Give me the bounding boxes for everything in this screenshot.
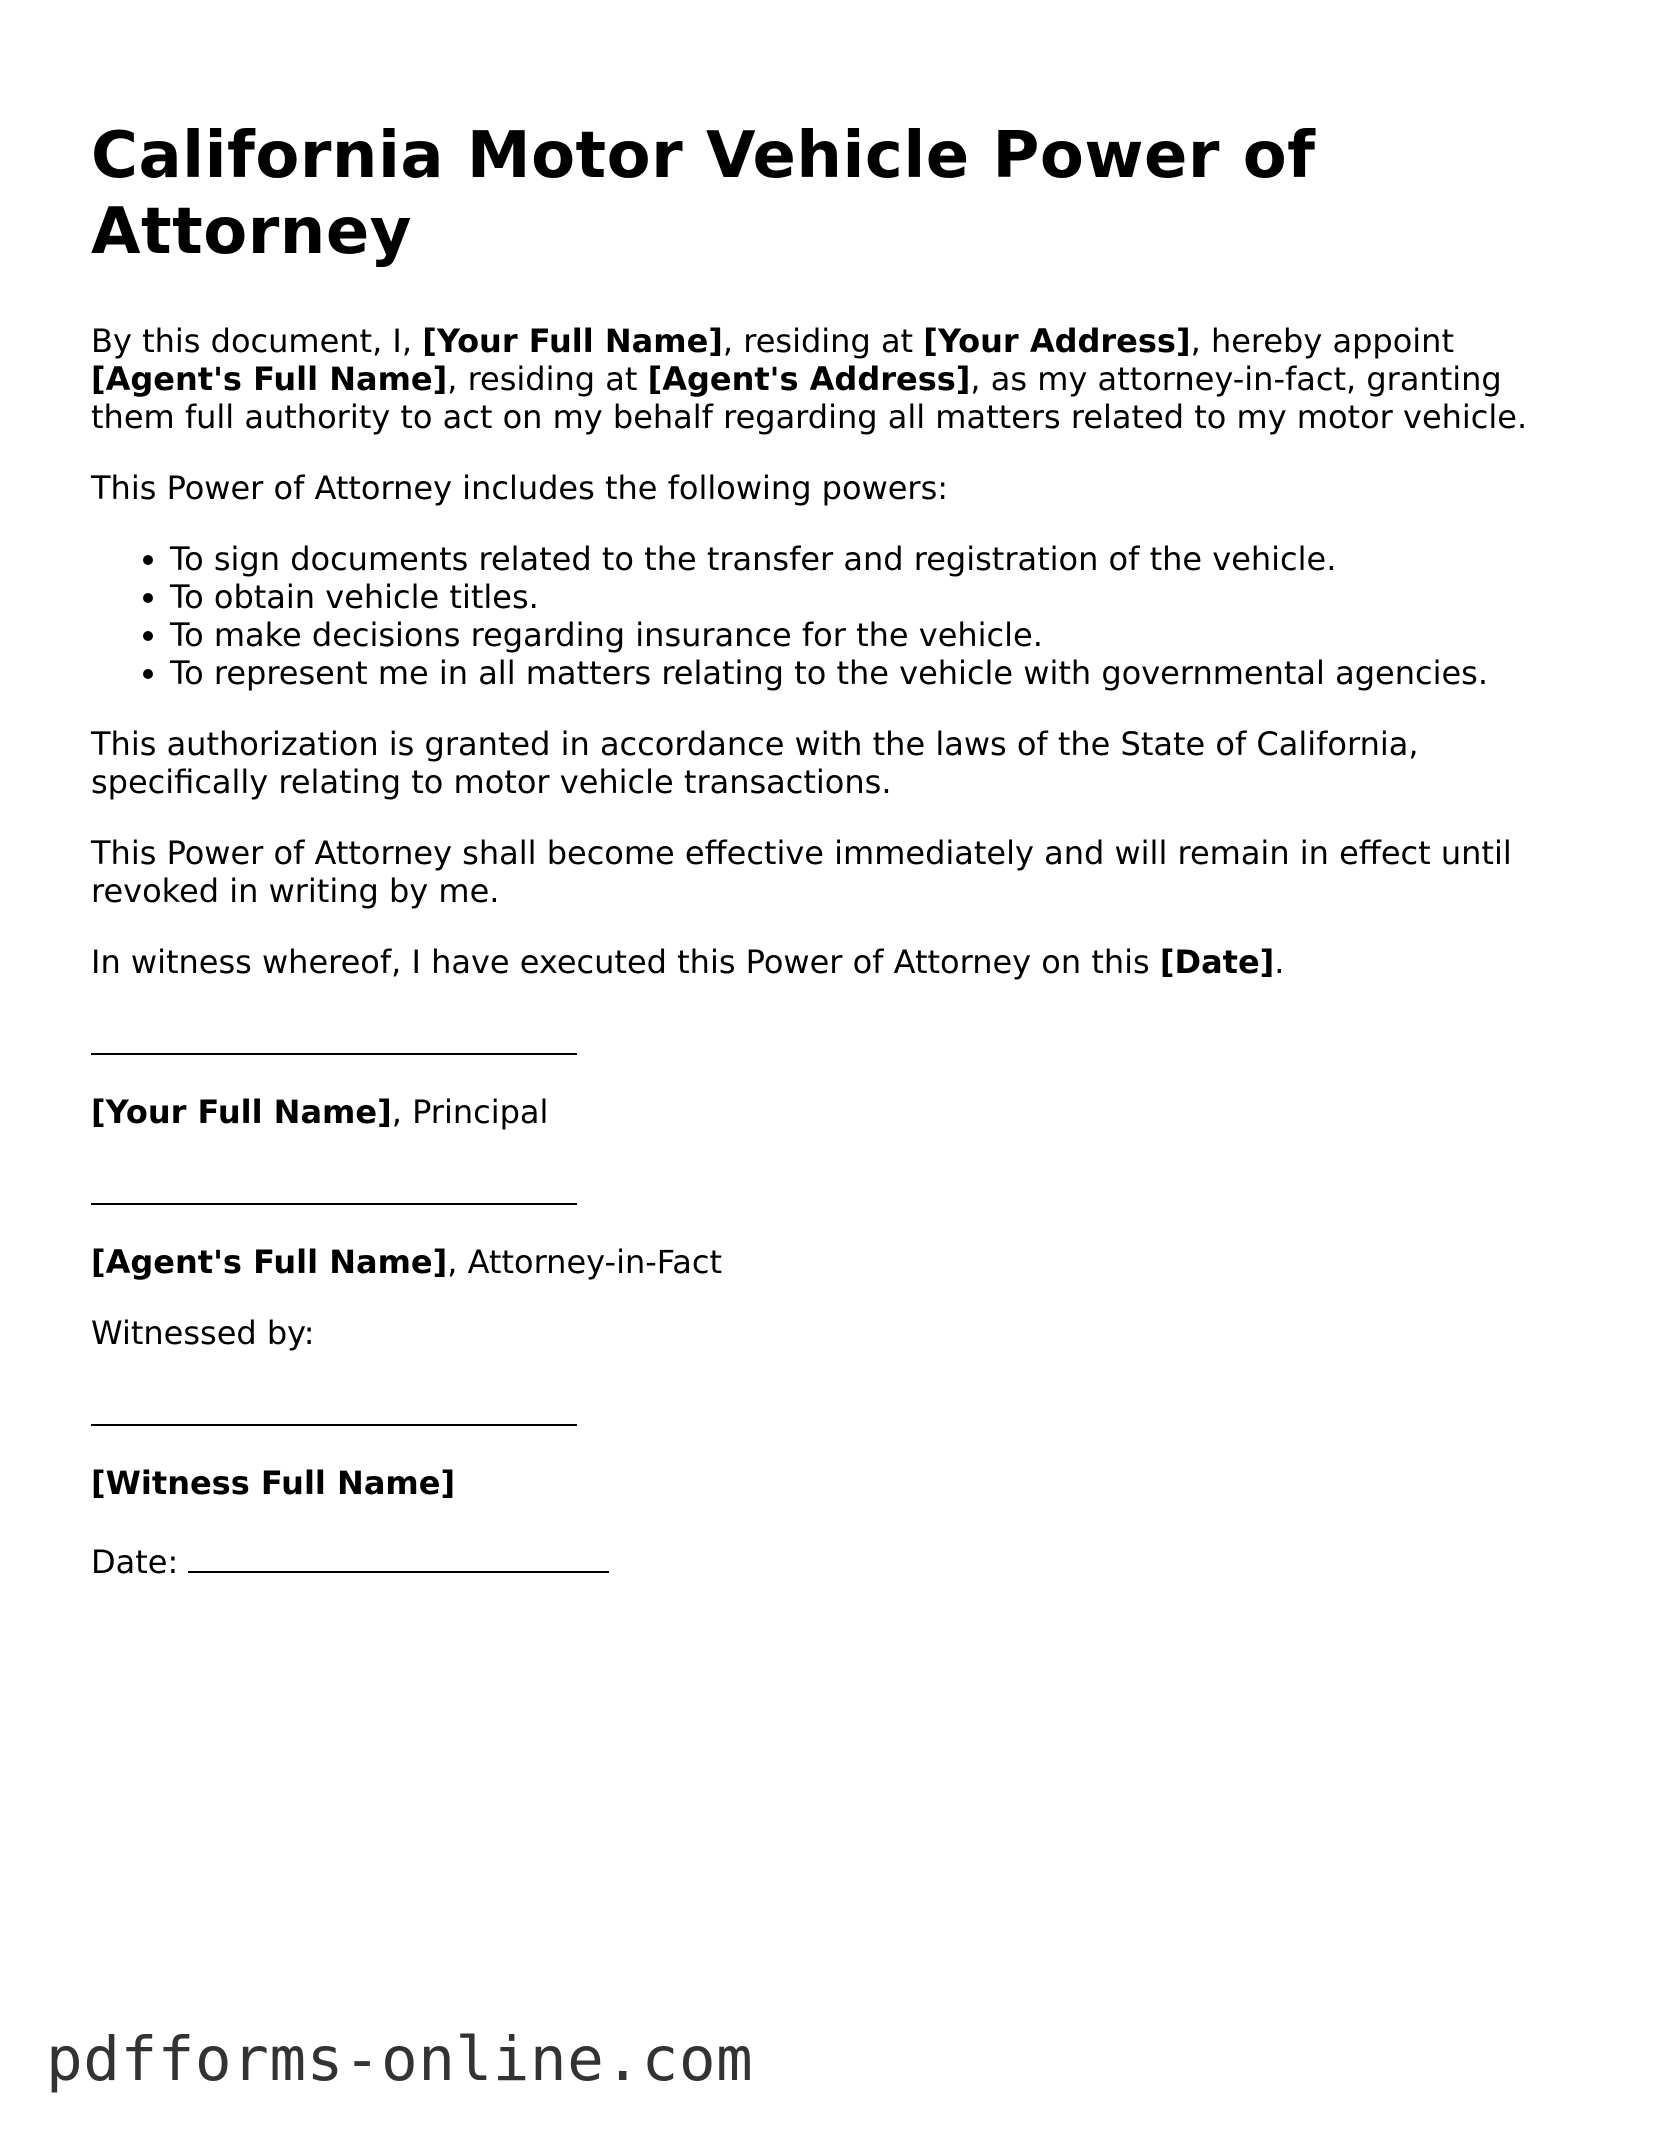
- date-row: [91, 1535, 1571, 1581]
- intro-text: , residing at: [722, 322, 924, 360]
- witness-signature-line[interactable]: [91, 1386, 577, 1426]
- agent-name-placeholder: [Agent's Full Name]: [91, 360, 448, 398]
- witness-clause: [91, 943, 1571, 981]
- witnessed-by-label: Witnessed by:: [91, 1314, 315, 1352]
- principal-signature-name: [Your Full Name]: [91, 1093, 392, 1131]
- witness-signature-block: [91, 1386, 1571, 1502]
- date-line[interactable]: [188, 1535, 609, 1573]
- principal-signature-block: [91, 1015, 1571, 1131]
- principal-signature-role: , Principal: [391, 1093, 549, 1131]
- watermark-text: pdfforms-online.com: [46, 2024, 754, 2095]
- principal-signature-caption: [91, 1093, 1571, 1131]
- list-item: • To represent me in all matters relating to the vehicle with governmental agencies.: [170, 654, 1571, 692]
- intro-paragraph: [91, 322, 1571, 436]
- list-item: • To make decisions regarding insurance for the vehicle.: [170, 616, 1571, 654]
- document-page: [91, 118, 1571, 1614]
- powers-list: [91, 540, 1571, 692]
- witness-signature-name: [Witness Full Name]: [91, 1464, 456, 1502]
- agent-signature-line[interactable]: [91, 1165, 577, 1205]
- agent-signature-caption: [91, 1243, 1571, 1281]
- effective-paragraph: This Power of Attorney shall become effective immediately and will remain in effect until revoked in writing by me.: [91, 834, 1512, 910]
- date-placeholder: [Date]: [1159, 943, 1275, 981]
- list-item: • To sign documents related to the transfer and registration of the vehicle.: [170, 540, 1571, 578]
- authorization-paragraph: This authorization is granted in accordance with the laws of the State of California, specifically relating to motor vehicle transactions.: [91, 725, 1419, 801]
- witness-clause-text: In witness whereof, I have executed this Power of Attorney on this: [91, 943, 1160, 981]
- list-item: • To obtain vehicle titles.: [170, 578, 1571, 616]
- agent-signature-name: [Agent's Full Name]: [91, 1243, 448, 1281]
- principal-signature-line[interactable]: [91, 1015, 577, 1055]
- date-label: Date:: [91, 1543, 189, 1581]
- intro-text: By this document, I,: [91, 322, 423, 360]
- intro-text: , as my attorney-in-fact, granting them full authority to act on my behalf regarding all matters related to my motor vehicle.: [91, 360, 1528, 436]
- agent-signature-block: [91, 1165, 1571, 1281]
- witness-signature-caption: [91, 1464, 1571, 1502]
- agent-signature-role: , Attorney-in-Fact: [447, 1243, 722, 1281]
- principal-address-placeholder: [Your Address]: [923, 322, 1191, 360]
- document-title: California Motor Vehicle Power of Attorney: [91, 119, 1316, 269]
- powers-intro: This Power of Attorney includes the following powers:: [91, 469, 949, 507]
- intro-text: , hereby appoint: [1190, 322, 1454, 360]
- witness-clause-end: .: [1274, 943, 1285, 981]
- agent-address-placeholder: [Agent's Address]: [647, 360, 971, 398]
- intro-text: , residing at: [447, 360, 648, 398]
- principal-name-placeholder: [Your Full Name]: [422, 322, 723, 360]
